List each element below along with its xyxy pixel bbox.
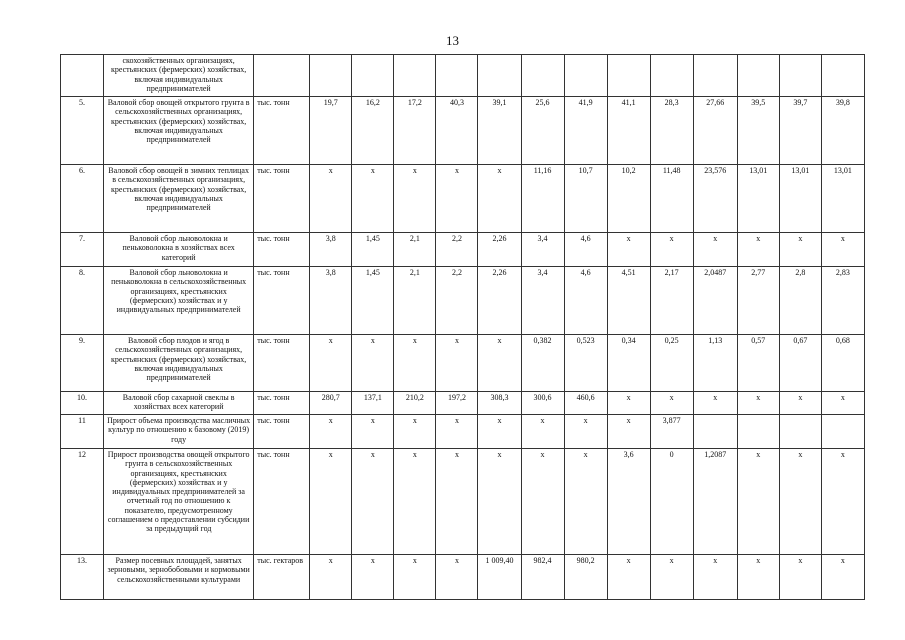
value-cell	[521, 55, 564, 97]
value-cell: x	[310, 415, 352, 449]
value-cell: x	[779, 233, 821, 267]
row-number: 8.	[61, 267, 104, 335]
value-cell: x	[394, 449, 436, 555]
value-cell: 197,2	[436, 392, 478, 415]
value-cell: 0,523	[564, 335, 607, 392]
value-cell: x	[478, 415, 521, 449]
row-number: 6.	[61, 165, 104, 233]
table-row	[61, 449, 865, 555]
value-cell: 2,26	[478, 267, 521, 335]
value-cell: 39,8	[821, 97, 864, 165]
value-cell: 2,8	[779, 267, 821, 335]
value-cell: x	[352, 555, 394, 600]
value-cell: x	[394, 165, 436, 233]
value-cell: 300,6	[521, 392, 564, 415]
row-number: 11	[61, 415, 104, 449]
value-cell	[607, 55, 650, 97]
table-row	[61, 392, 865, 415]
value-cell: x	[737, 449, 779, 555]
value-cell	[394, 55, 436, 97]
indicator-description: Валовой сбор овощей открытого грунта в сельскохозяйственных организациях, крестьянских (фермерских) хозяйствах, включая индивидуальных предпринимателей	[104, 97, 254, 165]
indicator-description: Валовой сбор сахарной свеклы в хозяйствах всех категорий	[104, 392, 254, 415]
page-number: 13	[446, 33, 459, 48]
value-cell: 308,3	[478, 392, 521, 415]
value-cell: 39,7	[779, 97, 821, 165]
value-cell: x	[693, 392, 737, 415]
value-cell: x	[394, 335, 436, 392]
value-cell: x	[607, 555, 650, 600]
value-cell: 2,1	[394, 233, 436, 267]
value-cell	[693, 415, 737, 449]
indicator-description: Валовой сбор плодов и ягод в сельскохозяйственных организациях, крестьянских (фермерских) хозяйствах, включая индивидуальных предпринимателей	[104, 335, 254, 392]
value-cell: x	[607, 233, 650, 267]
indicator-description: Валовой сбор льноволокна и пеньковолокна в хозяйствах всех категорий	[104, 233, 254, 267]
indicators-table	[60, 54, 865, 600]
value-cell: x	[693, 233, 737, 267]
value-cell: 4,6	[564, 267, 607, 335]
value-cell	[821, 415, 864, 449]
table-row	[61, 97, 865, 165]
value-cell: 3,877	[650, 415, 693, 449]
value-cell: 27,66	[693, 97, 737, 165]
value-cell: x	[310, 335, 352, 392]
value-cell: 2,0487	[693, 267, 737, 335]
row-number: 9.	[61, 335, 104, 392]
value-cell	[693, 55, 737, 97]
value-cell	[821, 55, 864, 97]
value-cell: 19,7	[310, 97, 352, 165]
value-cell: x	[564, 415, 607, 449]
value-cell: x	[352, 165, 394, 233]
value-cell: x	[607, 415, 650, 449]
unit-of-measure: тыс. гектаров	[254, 555, 310, 600]
value-cell: 3,8	[310, 233, 352, 267]
value-cell: 4,51	[607, 267, 650, 335]
row-number: 10.	[61, 392, 104, 415]
value-cell: 2,17	[650, 267, 693, 335]
value-cell: x	[564, 449, 607, 555]
value-cell: 1 009,40	[478, 555, 521, 600]
value-cell: x	[650, 233, 693, 267]
value-cell: 137,1	[352, 392, 394, 415]
value-cell: x	[478, 449, 521, 555]
value-cell: 1,45	[352, 267, 394, 335]
indicator-description: Прирост производства овощей открытого грунта в сельскохозяйственных организациях, крестьянских (фермерских) хозяйствах и у индивидуальных предпринимателей за отчетный год по отношению к показателю, предусмотренному соглашением о предоставлении субсидии за предыдущий год	[104, 449, 254, 555]
value-cell	[352, 55, 394, 97]
value-cell: x	[521, 449, 564, 555]
value-cell: 39,1	[478, 97, 521, 165]
value-cell	[478, 55, 521, 97]
indicator-description: Прирост объема производства масличных культур по отношению к базовому (2019) году	[104, 415, 254, 449]
value-cell: x	[394, 415, 436, 449]
table-row	[61, 165, 865, 233]
unit-of-measure: тыс. тонн	[254, 165, 310, 233]
value-cell: 210,2	[394, 392, 436, 415]
value-cell: 28,3	[650, 97, 693, 165]
indicator-description: Размер посевных площадей, занятых зерновыми, зернобобовыми и кормовыми сельскохозяйственными культурами	[104, 555, 254, 600]
value-cell: x	[650, 392, 693, 415]
value-cell: 980,2	[564, 555, 607, 600]
value-cell: x	[436, 415, 478, 449]
value-cell: 0,382	[521, 335, 564, 392]
table-row	[61, 335, 865, 392]
value-cell: 10,7	[564, 165, 607, 233]
value-cell: 39,5	[737, 97, 779, 165]
value-cell: x	[436, 555, 478, 600]
unit-of-measure: тыс. тонн	[254, 449, 310, 555]
value-cell	[650, 55, 693, 97]
unit-of-measure: тыс. тонн	[254, 233, 310, 267]
value-cell: x	[779, 392, 821, 415]
value-cell: 2,1	[394, 267, 436, 335]
table-row	[61, 555, 865, 600]
value-cell: 2,77	[737, 267, 779, 335]
value-cell: 17,2	[394, 97, 436, 165]
value-cell: 2,2	[436, 233, 478, 267]
value-cell: 0,34	[607, 335, 650, 392]
value-cell: x	[607, 392, 650, 415]
value-cell: x	[737, 233, 779, 267]
value-cell: 3,6	[607, 449, 650, 555]
row-number	[61, 55, 104, 97]
value-cell: 280,7	[310, 392, 352, 415]
unit-of-measure: тыс. тонн	[254, 267, 310, 335]
value-cell: 4,6	[564, 233, 607, 267]
table-row	[61, 267, 865, 335]
value-cell: 2,83	[821, 267, 864, 335]
value-cell: 16,2	[352, 97, 394, 165]
value-cell	[737, 415, 779, 449]
value-cell: x	[310, 165, 352, 233]
value-cell: x	[737, 555, 779, 600]
value-cell	[564, 55, 607, 97]
table-row	[61, 415, 865, 449]
value-cell: x	[310, 449, 352, 555]
unit-of-measure: тыс. тонн	[254, 415, 310, 449]
value-cell: x	[693, 555, 737, 600]
value-cell: x	[478, 335, 521, 392]
value-cell: 40,3	[436, 97, 478, 165]
value-cell: x	[779, 555, 821, 600]
value-cell: 3,4	[521, 233, 564, 267]
value-cell: x	[394, 555, 436, 600]
value-cell: x	[436, 165, 478, 233]
value-cell: x	[352, 335, 394, 392]
value-cell: 11,16	[521, 165, 564, 233]
value-cell: 0,68	[821, 335, 864, 392]
value-cell: 2,2	[436, 267, 478, 335]
value-cell: 13,01	[779, 165, 821, 233]
value-cell	[737, 55, 779, 97]
indicator-description: Валовой сбор льноволокна и пеньковолокна в сельскохозяйственных организациях, крестьянских (фермерских) хозяйствах и у индивидуальных предпринимателей	[104, 267, 254, 335]
value-cell: 1,2087	[693, 449, 737, 555]
indicator-description: Валовой сбор овощей в зимних теплицах в сельскохозяйственных организациях, крестьянских (фермерских) хозяйствах, включая индивидуальных предпринимателей	[104, 165, 254, 233]
value-cell	[310, 55, 352, 97]
value-cell: 25,6	[521, 97, 564, 165]
table-row	[61, 55, 865, 97]
unit-of-measure: тыс. тонн	[254, 335, 310, 392]
value-cell: x	[352, 449, 394, 555]
value-cell: 460,6	[564, 392, 607, 415]
value-cell: x	[737, 392, 779, 415]
value-cell: 0	[650, 449, 693, 555]
row-number: 13.	[61, 555, 104, 600]
unit-of-measure	[254, 55, 310, 97]
value-cell: 0,57	[737, 335, 779, 392]
value-cell: 41,1	[607, 97, 650, 165]
value-cell: x	[478, 165, 521, 233]
value-cell: 982,4	[521, 555, 564, 600]
value-cell: 13,01	[821, 165, 864, 233]
value-cell	[779, 415, 821, 449]
value-cell: 41,9	[564, 97, 607, 165]
table-row	[61, 233, 865, 267]
value-cell: 1,13	[693, 335, 737, 392]
indicator-description: скохозяйственных организациях, крестьянских (фермерских) хозяйствах, включая индивидуальных предпринимателей	[104, 55, 254, 97]
value-cell: x	[436, 449, 478, 555]
value-cell: 3,4	[521, 267, 564, 335]
value-cell: x	[521, 415, 564, 449]
value-cell: 2,26	[478, 233, 521, 267]
value-cell	[436, 55, 478, 97]
value-cell: x	[821, 392, 864, 415]
value-cell: x	[821, 449, 864, 555]
value-cell: 3,8	[310, 267, 352, 335]
value-cell: 10,2	[607, 165, 650, 233]
unit-of-measure: тыс. тонн	[254, 97, 310, 165]
value-cell: 1,45	[352, 233, 394, 267]
value-cell: 11,48	[650, 165, 693, 233]
value-cell: 0,25	[650, 335, 693, 392]
value-cell: x	[436, 335, 478, 392]
value-cell	[779, 55, 821, 97]
row-number: 7.	[61, 233, 104, 267]
value-cell: x	[650, 555, 693, 600]
value-cell: 13,01	[737, 165, 779, 233]
row-number: 12	[61, 449, 104, 555]
value-cell: 23,576	[693, 165, 737, 233]
value-cell: x	[779, 449, 821, 555]
value-cell: x	[821, 555, 864, 600]
value-cell: 0,67	[779, 335, 821, 392]
value-cell: x	[821, 233, 864, 267]
unit-of-measure: тыс. тонн	[254, 392, 310, 415]
value-cell: x	[310, 555, 352, 600]
row-number: 5.	[61, 97, 104, 165]
value-cell: x	[352, 415, 394, 449]
